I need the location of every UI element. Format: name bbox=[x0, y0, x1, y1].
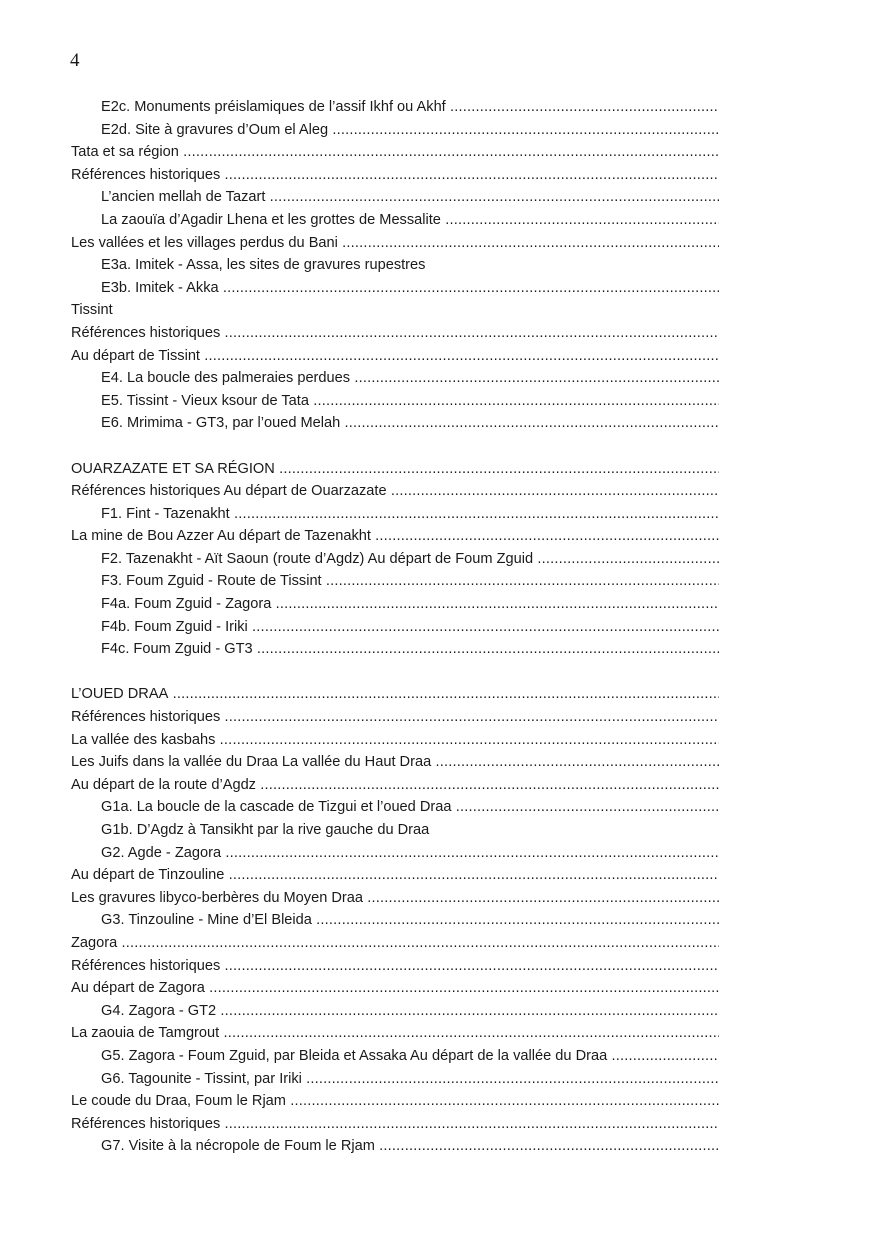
toc-entry-label: F3. Foum Zguid - Route de Tissint bbox=[101, 573, 322, 590]
toc-entry[interactable] bbox=[71, 299, 719, 322]
toc-entry-label: E6. Mrimima - GT3, par l’oued Melah bbox=[101, 415, 341, 432]
toc-entry-label: E2d. Site à gravures d’Oum el Aleg bbox=[101, 121, 329, 138]
toc-entry-label: Références historiques bbox=[71, 324, 221, 341]
toc-subentry[interactable] bbox=[71, 1045, 719, 1068]
toc-subentry[interactable] bbox=[71, 1068, 719, 1091]
toc-entry-label: Références historiques bbox=[71, 957, 221, 974]
toc-entry[interactable] bbox=[71, 322, 719, 345]
toc-entry-label: E2c. Monuments préislamiques de l’assif Ikhf ou Akhf bbox=[101, 99, 446, 115]
toc-subentry[interactable] bbox=[71, 186, 719, 209]
toc-entry[interactable] bbox=[71, 345, 719, 368]
toc-entry-label: E5. Tissint - Vieux ksour de Tata bbox=[101, 392, 309, 409]
toc-entry-label: E4. La boucle des palmeraies perdues bbox=[101, 370, 351, 387]
toc-subentry[interactable] bbox=[71, 254, 719, 277]
toc-entry[interactable] bbox=[71, 864, 719, 887]
toc-entry-label: Au départ de Zagora bbox=[71, 980, 205, 997]
toc-entry-label: F4a. Foum Zguid - Zagora bbox=[101, 596, 272, 613]
toc-entry[interactable] bbox=[71, 932, 719, 955]
toc-subentry[interactable] bbox=[71, 819, 719, 842]
toc-entry[interactable] bbox=[71, 729, 719, 752]
toc-entry-label: L’OUED DRAA bbox=[71, 686, 169, 703]
toc-entry[interactable] bbox=[71, 977, 719, 1000]
toc-spacer bbox=[71, 435, 719, 458]
toc-entry[interactable] bbox=[71, 683, 719, 706]
toc-entry[interactable] bbox=[71, 887, 719, 910]
table-of-contents bbox=[71, 96, 719, 1158]
toc-subentry[interactable] bbox=[71, 842, 719, 865]
toc-spacer bbox=[71, 661, 719, 684]
toc-entry-label: Les gravures libyco-berbères du Moyen Draa bbox=[71, 889, 364, 906]
toc-entry-label: G1a. La boucle de la cascade de Tizgui et l’oued Draa bbox=[101, 799, 452, 816]
toc-entry[interactable] bbox=[71, 706, 719, 729]
toc-subentry[interactable] bbox=[71, 367, 719, 390]
toc-entry-label: F1. Fint - Tazenakht bbox=[101, 505, 230, 522]
toc-entry-label: Au départ de la route d’Agdz bbox=[71, 776, 256, 793]
toc-subentry[interactable] bbox=[71, 570, 719, 593]
toc-entry-label: Références historiques Au départ de Ouarzazate bbox=[71, 483, 387, 500]
toc-entry-label: Au départ de Tissint bbox=[71, 347, 200, 364]
toc-subentry[interactable] bbox=[71, 616, 719, 639]
toc-entry-label: La zaouia de Tamgrout bbox=[71, 1025, 220, 1042]
toc-entry-label: G6. Tagounite - Tissint, par Iriki bbox=[101, 1070, 302, 1087]
toc-subentry[interactable] bbox=[71, 638, 719, 661]
toc-subentry[interactable] bbox=[71, 412, 719, 435]
toc-entry[interactable] bbox=[71, 955, 719, 978]
toc-subentry[interactable] bbox=[71, 96, 719, 119]
toc-entry-label: Tata et sa région bbox=[71, 144, 179, 161]
toc-subentry[interactable] bbox=[71, 1000, 719, 1023]
page-number: 4 bbox=[70, 50, 80, 71]
toc-entry[interactable] bbox=[71, 1090, 719, 1113]
toc-entry-label: Zagora bbox=[71, 934, 118, 951]
toc-entry[interactable] bbox=[71, 1022, 719, 1045]
toc-entry-label: Le coude du Draa, Foum le Rjam bbox=[71, 1093, 286, 1110]
toc-subentry[interactable] bbox=[71, 796, 719, 819]
toc-entry[interactable] bbox=[71, 141, 719, 164]
toc-entry-label: Au départ de Tinzouline bbox=[71, 867, 225, 884]
toc-entry-label: L’ancien mellah de Tazart bbox=[101, 189, 266, 206]
toc-entry[interactable] bbox=[71, 751, 719, 774]
toc-entry-label: Les Juifs dans la vallée du Draa La vallée du Haut Draa bbox=[71, 754, 432, 771]
toc-entry-label: G2. Agde - Zagora bbox=[101, 844, 222, 861]
toc-entry-label: La zaouïa d’Agadir Lhena et les grottes de Messalite bbox=[101, 211, 441, 228]
toc-entry-label: OUARZAZATE ET SA RÉGION bbox=[71, 460, 275, 477]
toc-entry-label: E3b. Imitek - Akka bbox=[101, 279, 219, 296]
toc-entry-label: La vallée des kasbahs bbox=[71, 731, 216, 748]
toc-entry-label: Références historiques bbox=[71, 1115, 221, 1132]
toc-entry-label: F2. Tazenakht - Aït Saoun (route d’Agdz) Au départ de Foum Zguid bbox=[101, 550, 534, 567]
toc-entry-label: Les vallées et les villages perdus du Bani bbox=[71, 234, 338, 251]
toc-subentry[interactable] bbox=[71, 119, 719, 142]
toc-entry-label: La mine de Bou Azzer Au départ de Tazenakht bbox=[71, 528, 371, 545]
toc-entry-label: G4. Zagora - GT2 bbox=[101, 1002, 217, 1019]
toc-subentry[interactable] bbox=[71, 593, 719, 616]
toc-entry[interactable] bbox=[71, 232, 719, 255]
toc-entry[interactable] bbox=[71, 480, 719, 503]
toc-entry[interactable] bbox=[71, 458, 719, 481]
toc-subentry[interactable] bbox=[71, 909, 719, 932]
toc-subentry[interactable] bbox=[71, 277, 719, 300]
toc-entry-label: Tissint bbox=[71, 302, 113, 319]
toc-entry-label: E3a. Imitek - Assa, les sites de gravures rupestres bbox=[101, 257, 426, 274]
toc-entry-label: G5. Zagora - Foum Zguid, par Bleida et Assaka Au départ de la vallée du Draa bbox=[101, 1047, 608, 1064]
toc-entry-label: Références historiques bbox=[71, 709, 221, 726]
toc-subentry[interactable] bbox=[71, 209, 719, 232]
toc-entry-label: F4c. Foum Zguid - GT3 bbox=[101, 641, 253, 658]
toc-entry-label: G3. Tinzouline - Mine d’El Bleida bbox=[101, 912, 312, 929]
toc-entry-label: G7. Visite à la nécropole de Foum le Rjam bbox=[101, 1138, 375, 1155]
toc-entry[interactable] bbox=[71, 774, 719, 797]
toc-subentry[interactable] bbox=[71, 390, 719, 413]
toc-entry-label: G1b. D’Agdz à Tansikht par la rive gauche du Draa bbox=[101, 822, 430, 838]
toc-subentry[interactable] bbox=[71, 503, 719, 526]
toc-entry[interactable] bbox=[71, 164, 719, 187]
toc-entry[interactable] bbox=[71, 525, 719, 548]
toc-subentry[interactable] bbox=[71, 1135, 719, 1158]
toc-subentry[interactable] bbox=[71, 548, 719, 571]
toc-entry[interactable] bbox=[71, 1113, 719, 1136]
toc-entry-label: Références historiques bbox=[71, 166, 221, 183]
toc-entry-label: F4b. Foum Zguid - Iriki bbox=[101, 618, 248, 635]
